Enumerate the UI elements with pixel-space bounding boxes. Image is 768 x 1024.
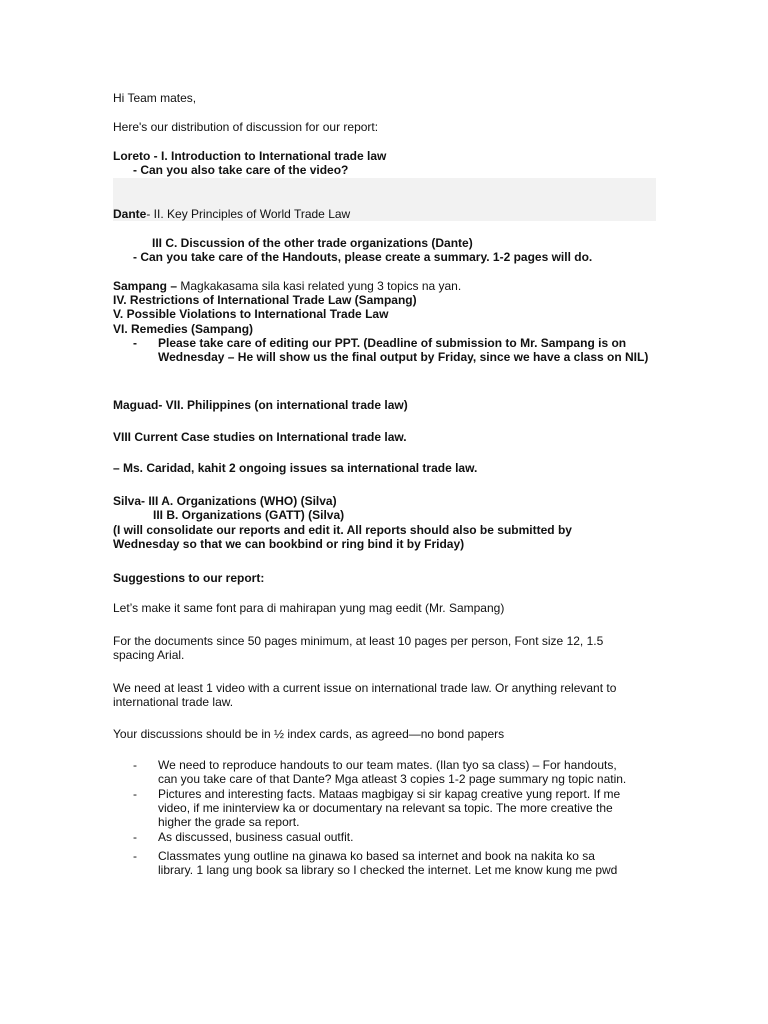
list-item: We need to reproduce handouts to our team mates. (Ilan tyo sa class) – For handouts, can you take care of that Dante? Mga atleast 3 copies 1-2 page summary ng topic natin.: [158, 758, 627, 786]
silva-note: (I will consolidate our reports and edit it. All reports should also be submitted by Wednesday so that we can bookbind or ring bind it by Friday): [113, 523, 572, 551]
list-item: Pictures and interesting facts. Mataas magbigay si sir kapag creative yung report. If me video, if me ininterview ka or documentary na relevant sa topic. The more creative the higher the grade sa report.: [158, 787, 621, 829]
dante-line: [113, 207, 350, 221]
sampang-topic-5: V. Possible Violations to International Trade Law: [113, 307, 389, 321]
loreto-note: - Can you also take care of the video?: [133, 163, 349, 177]
suggestion-video: We need at least 1 video with a current issue on international trade law. Or anything relevant to international trade law.: [113, 681, 617, 709]
case-studies-line: VIII Current Case studies on International trade law.: [113, 430, 407, 444]
dante-note: - Can you take care of the Handouts, please create a summary. 1-2 pages will do.: [133, 250, 593, 264]
list-dash: -: [133, 787, 137, 801]
list-item: Classmates yung outline na ginawa ko based sa internet and book na nakita ko sa library. 1 lang ung book sa library so I checked the internet. Let me know kung me pwd: [158, 849, 618, 877]
silva-line-2: III B. Organizations (GATT) (Silva): [153, 508, 345, 522]
greeting: Hi Team mates,: [113, 91, 197, 105]
sampang-instruction: Please take care of editing our PPT. (Deadline of submission to Mr. Sampang is on Wednesday – He will show us the final output by Friday, since we have a class on NIL): [158, 336, 649, 364]
sampang-topic-4: IV. Restrictions of International Trade Law (Sampang): [113, 293, 417, 307]
suggestion-font: Let’s make it same font para di mahirapan yung mag eedit (Mr. Sampang): [113, 601, 505, 615]
bullet-dash: -: [133, 336, 137, 350]
dante-topic: - II. Key Principles of World Trade Law: [146, 207, 351, 221]
loreto-line: Loreto - I. Introduction to International trade law: [113, 149, 387, 163]
sampang-topic-6: VI. Remedies (Sampang): [113, 322, 254, 336]
caridad-line: – Ms. Caridad, kahit 2 ongoing issues sa international trade law.: [113, 461, 478, 475]
suggestion-index-cards: Your discussions should be in ½ index cards, as agreed—no bond papers: [113, 727, 505, 741]
suggestions-heading: Suggestions to our report:: [113, 571, 265, 585]
sampang-note: Magkakasama sila kasi related yung 3 topics na yan.: [180, 279, 462, 293]
sampang-line: [113, 279, 461, 293]
silva-line: Silva- III A. Organizations (WHO) (Silva): [113, 494, 337, 508]
list-dash: -: [133, 849, 137, 863]
list-dash: -: [133, 830, 137, 844]
dante-section: III C. Discussion of the other trade organizations (Dante): [152, 236, 473, 250]
suggestion-documents: For the documents since 50 pages minimum, at least 10 pages per person, Font size 12, 1.5 spacing Arial.: [113, 634, 604, 662]
maguad-line: Maguad- VII. Philippines (on international trade law): [113, 398, 408, 412]
list-dash: -: [133, 758, 137, 772]
intro: Here's our distribution of discussion for our report:: [113, 120, 379, 134]
sampang-name: Sampang –: [113, 279, 181, 293]
list-item: As discussed, business casual outfit.: [158, 830, 354, 844]
dante-name: Dante: [113, 207, 147, 221]
